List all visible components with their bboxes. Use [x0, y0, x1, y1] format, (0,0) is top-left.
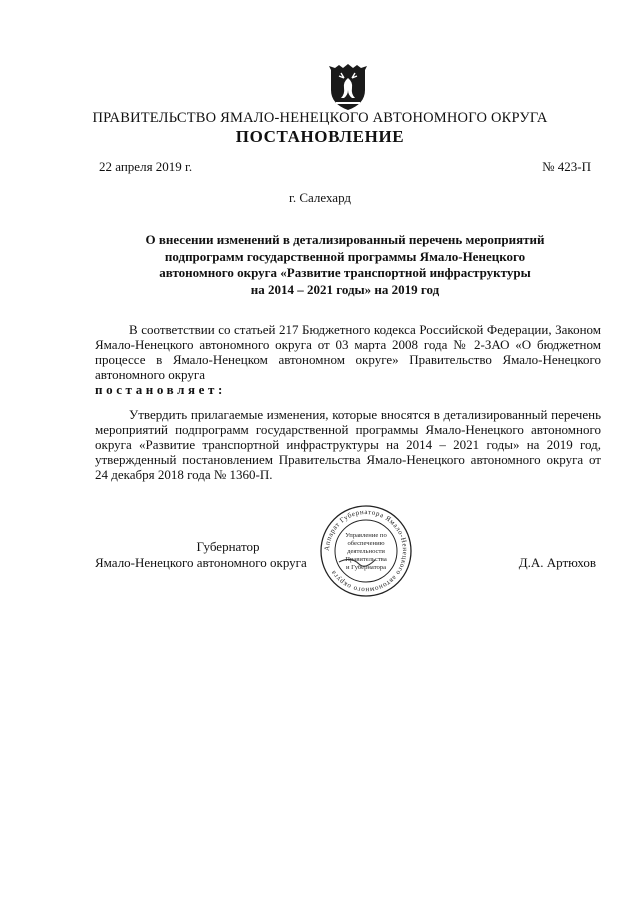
stamp-line: обеспечению [347, 540, 385, 547]
resolves-word: постановляет: [95, 382, 226, 397]
position-line-1: Губернатор [196, 539, 260, 554]
coat-of-arms-icon [327, 64, 369, 112]
document-type: ПОСТАНОВЛЕНИЕ [235, 127, 405, 146]
resolution-paragraph [95, 407, 601, 482]
stamp-line: Управление по [345, 532, 387, 539]
subject-line: подпрограмм государственной программы Ямало-Ненецкого [164, 248, 526, 264]
government-title: ПРАВИТЕЛЬСТВО ЯМАЛО-НЕНЕЦКОГО АВТОНОМНОГО ОКРУГА [92, 110, 548, 126]
preamble-text: В соответствии со статьей 217 Бюджетного кодекса Российской Федерации, Законом Ямало-Ненецкого автономного округа от 03 марта 2008 года № 2-ЗАО «О бюджетном процессе в Ямало-Ненецком автономном округе» Правительство Ямало-Ненецкого автономного округа [95, 322, 601, 382]
document-subject [95, 232, 595, 298]
subject-line: автономного округа «Развитие транспортной инфраструктуры [159, 265, 531, 280]
stamp-line: и Губернатора [345, 564, 387, 571]
signatory-position [95, 539, 335, 571]
stamp-line: Правительства [345, 556, 387, 563]
document-city: г. Салехард [288, 190, 352, 205]
signatory-name: Д.А. Артюхов [518, 555, 596, 570]
position-line-2: Ямало-Ненецкого автономного округа [95, 555, 307, 570]
document-number: № 423-П [542, 159, 591, 174]
stamp-ring-text: Аппарат Губернатора Ямало-Ненецкого автономного округа [322, 507, 410, 595]
resolution-text: Утвердить прилагаемые изменения, которые вносятся в детализированный перечень мероприятий подпрограмм государственной программы Ямало-Ненецкого автономного округа «Развитие транспортной инфраструктуры на 2014 – 2021 годы» на 2019 год, утвержденный постановлением Правительства Ямало-Ненецкого автономного округа от 24 декабря 2018 года № 1360-П. [95, 407, 601, 482]
document-date: 22 апреля 2019 г. [99, 159, 193, 174]
stamp-line: деятельности [347, 548, 385, 555]
subject-line: О внесении изменений в детализированный перечень мероприятий [145, 232, 545, 247]
preamble-paragraph [95, 322, 601, 397]
subject-line: на 2014 – 2021 годы» на 2019 год [250, 281, 440, 297]
official-seal-stamp [319, 504, 413, 598]
